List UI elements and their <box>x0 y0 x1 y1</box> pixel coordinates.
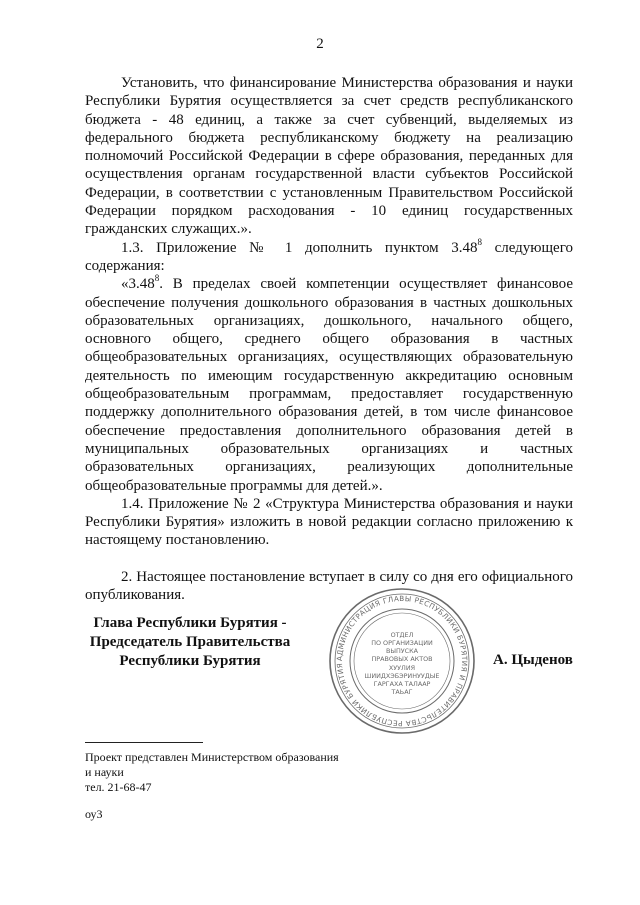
paragraph-3-48: «3.48$^8$. В пределах своей компетенции осуществляет финансовое обеспечение получения дошкольного образования в частных дошкольных образовательных организациях, дошкольного, начального общего, основного общего, среднего общего образования в частных общеобразовательных организациях, осуществляющих образовательную деятельность по имеющим государственную аккредитацию основным общеобразовательным программам, предоставляет государственную поддержку дополнительного образования детей, в том числе финансовое обеспечение предоставления дополнительного образования детей в муниципальных образовательных организациях и частных образовательных организациях, реализующих дополнительные общеобразовательные программы для детей.». <box>85 273 573 494</box>
stamp-inner-line: ГАРГАХА ТАЛААР <box>373 680 431 688</box>
stamp-ring-text: АДМИНИСТРАЦИЯ ГЛАВЫ РЕСПУБЛИКИ БУРЯТИЯ И ПРАВИТЕЛЬСТВА РЕСПУБЛИКИ БУРЯТИЯ <box>334 593 470 729</box>
paragraph-effective: 2. Настоящее постановление вступает в силу со дня его официального опубликования. <box>85 568 573 604</box>
signer-title-line: Глава Республики Бурятия - <box>93 615 287 631</box>
footnote-line: Проект представлен Министерством образования <box>85 750 339 764</box>
signer-title <box>70 614 310 671</box>
stamp-inner-line: ХУУЛИЯ <box>388 664 416 672</box>
stamp-inner-line: ШИИДХЭБЭРИНУУДЫЕ <box>364 672 440 680</box>
official-stamp <box>327 586 477 736</box>
paragraph-funding: Установить, что финансирование Министерства образования и науки Республики Бурятия осуществляется за счет средств республиканского бюджета - 48 единиц, а также за счет субвенций, выделяемых из федерального бюджета республиканскому бюджету на реализацию полномочий Российской Федерации в сфере образования, переданных для осуществления органам государственной власти субъектов Российской Федерации, в соответствии с установленным Правительством Российской Федерации порядком расходования - 10 единиц государственных гражданских служащих.». <box>85 75 573 238</box>
footnote-line: и науки <box>85 765 124 779</box>
document-body <box>85 74 573 604</box>
signer-title-line: Республики Бурятия <box>119 653 261 669</box>
stamp-inner-line: ПРАВОВЫХ АКТОВ <box>371 655 433 663</box>
signer-name: А. Цыденов <box>493 652 573 668</box>
document-code: оу3 <box>85 807 103 821</box>
signer-title-line: Председатель Правительства <box>89 634 291 650</box>
paragraph-1-3: 1.3. Приложение № 1 дополнить пунктом 3.48$^8$ следующего содержания: <box>85 236 573 274</box>
stamp-inner-line: ВЫПУСКА <box>385 647 419 655</box>
stamp-inner-line: ПО ОРГАНИЗАЦИИ <box>371 639 433 647</box>
footnote <box>85 750 339 795</box>
stamp-inner-line: ОТДЕЛ <box>390 631 414 639</box>
footnote-divider <box>85 742 203 743</box>
footnote-line: тел. 21-68-47 <box>85 780 152 794</box>
page-number: 2 <box>316 36 324 52</box>
paragraph-1-4: 1.4. Приложение № 2 «Структура Министерства образования и науки Республики Бурятия» изложить в новой редакции согласно приложению к настоящему постановлению. <box>85 495 573 549</box>
stamp-inner-line: ТАЬАГ <box>391 688 413 696</box>
